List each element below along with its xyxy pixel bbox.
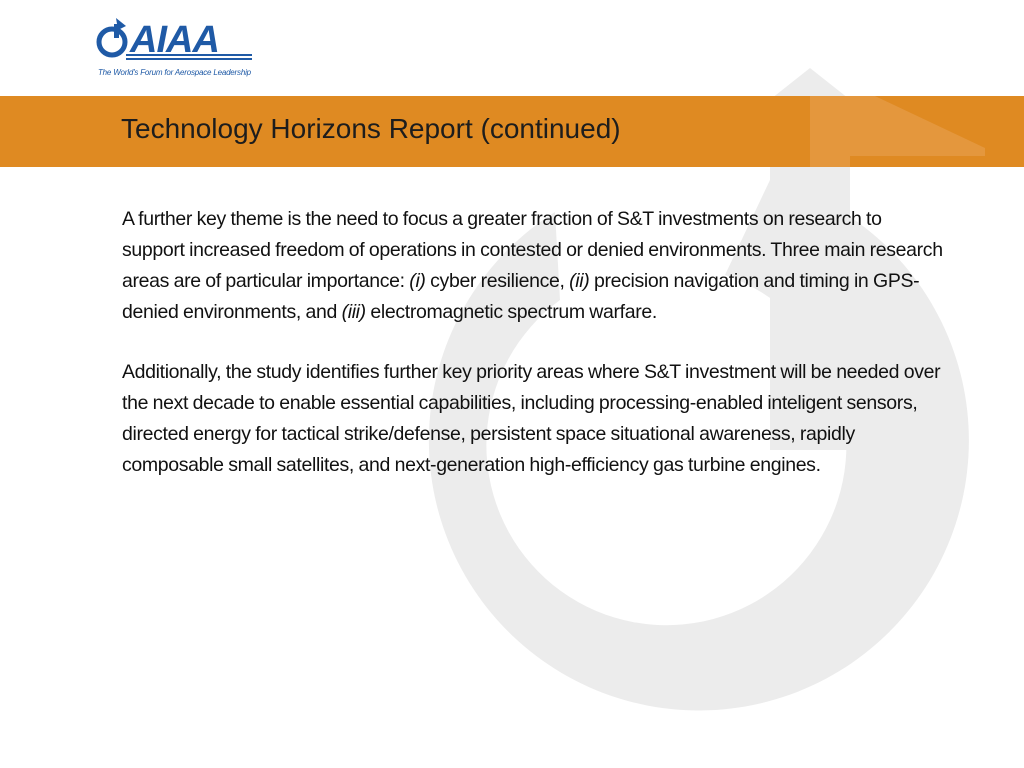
title-band: [0, 96, 1024, 167]
paragraph-1-text-c: precision navigation and timing in GPS-denied environments, and: [122, 270, 920, 323]
slide-body: [122, 204, 944, 510]
logo-tagline: The World's Forum for Aerospace Leadership: [98, 68, 251, 77]
paragraph-1: [122, 204, 944, 328]
slide-title: Technology Horizons Report (continued): [121, 113, 621, 144]
aiaa-wordmark: AIAA: [130, 19, 219, 61]
list-marker-iii: (iii): [341, 301, 366, 323]
list-marker-ii: (ii): [569, 270, 590, 292]
list-marker-i: (i): [409, 270, 426, 292]
paragraph-1-text-d: electromagnetic spectrum warfare.: [365, 301, 657, 323]
paragraph-2: Additionally, the study identifies further key priority areas where S&T investment will be needed over the next decade to enable essential capabilities, including processing-enabled inteligent sensors, directed energy for tactical strike/defense, persistent space situational awareness, rapidly composable small satellites, and next-generation high-efficiency gas turbine engines.: [122, 361, 941, 476]
aiaa-logo: [96, 16, 256, 82]
paragraph-1-text-b: cyber resilience,: [425, 270, 570, 292]
paragraph-1-text-a: A further key theme is the need to focus a greater fraction of S&T investments on research to support increased freedom of operations in contested or denied environments. Three main research areas are of particular importance:: [122, 208, 943, 292]
